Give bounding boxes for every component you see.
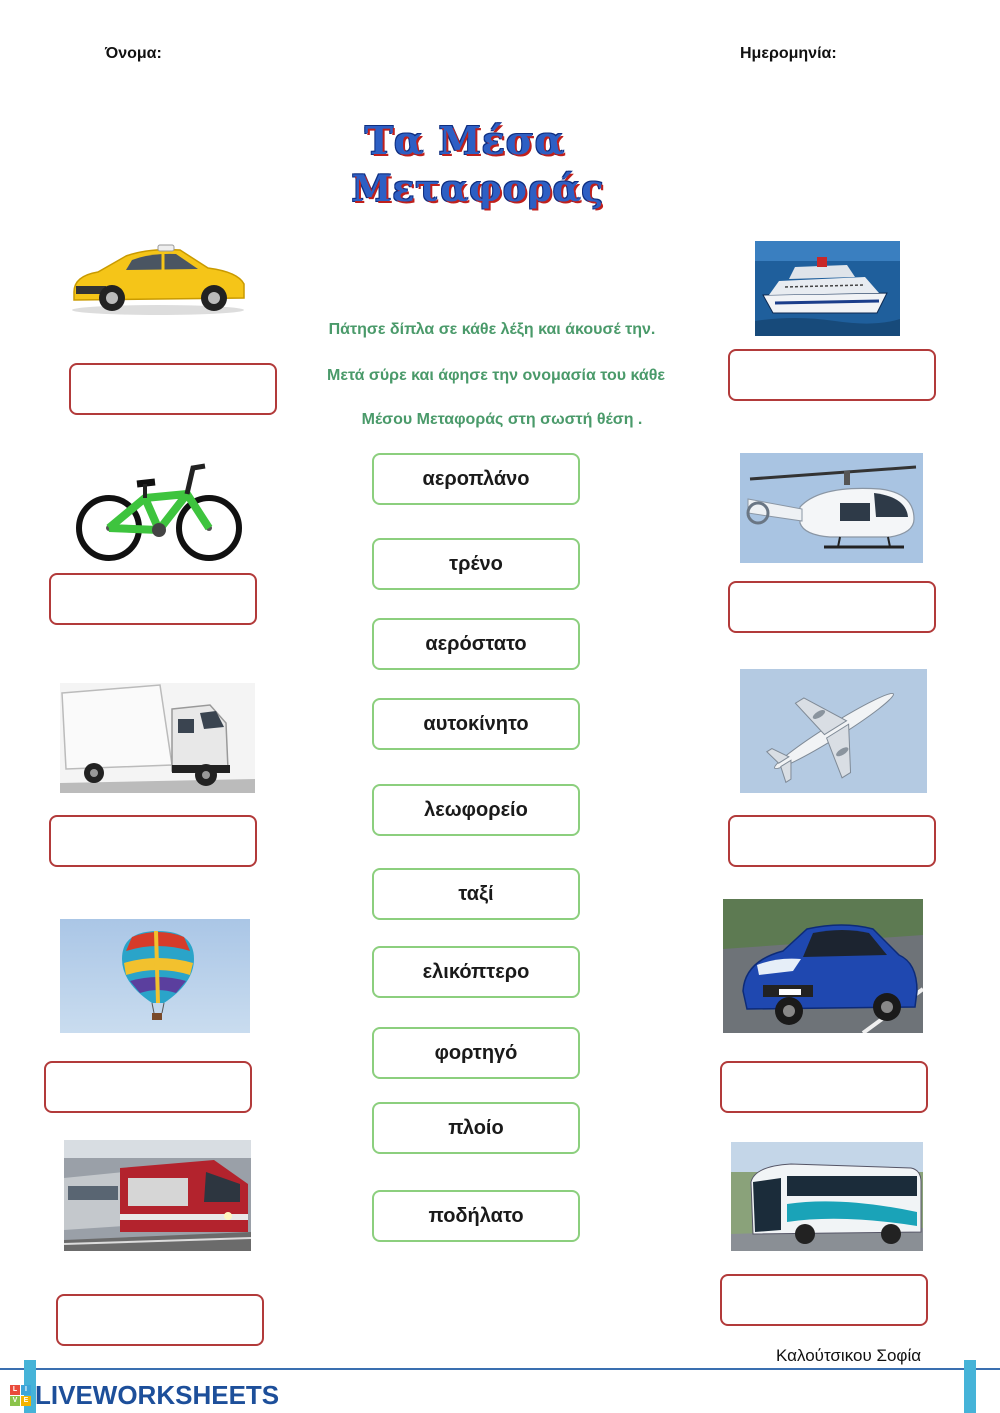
drop-zone-airplane[interactable]	[728, 815, 936, 867]
bus-icon	[731, 1142, 923, 1251]
ship-icon	[755, 241, 900, 336]
word-tile-airplane[interactable]: αεροπλάνο	[372, 453, 580, 505]
taxi-icon	[68, 240, 248, 316]
page-title-line-1: Τα Μέσα	[364, 118, 566, 163]
bus-image	[731, 1142, 923, 1251]
helicopter-icon	[740, 453, 923, 563]
drop-zone-car[interactable]	[720, 1061, 928, 1113]
footer-divider	[0, 1368, 1000, 1370]
word-tile-train[interactable]: τρένο	[372, 538, 580, 590]
bicycle-image	[75, 458, 243, 564]
brand-name: LIVEWORKSHEETS	[35, 1380, 280, 1410]
drop-zone-train[interactable]	[56, 1294, 264, 1346]
drop-zone-taxi[interactable]	[69, 363, 277, 415]
bicycle-icon	[75, 458, 243, 564]
car-image	[723, 899, 923, 1033]
hot-air-balloon-icon	[60, 919, 250, 1033]
taxi-image	[68, 240, 248, 316]
word-tile-helicopter[interactable]: ελικόπτερο	[372, 946, 580, 998]
word-tile-hot-air-balloon[interactable]: αερόστατο	[372, 618, 580, 670]
train-image	[64, 1140, 251, 1251]
name-label: Όνομα:	[105, 45, 162, 62]
instruction-line-1: Πάτησε δίπλα σε κάθε λέξη και άκουσέ την.	[328, 321, 656, 338]
instruction-line-3: Μέσου Μεταφοράς στη σωστή θέση .	[361, 411, 643, 428]
word-tile-taxi[interactable]: ταξί	[372, 868, 580, 920]
author-credit: Καλούτσικου Σοφία	[776, 1346, 922, 1365]
truck-icon	[60, 683, 255, 793]
word-tile-car[interactable]: αυτοκίνητο	[372, 698, 580, 750]
drop-zone-truck[interactable]	[49, 815, 257, 867]
footer-tab-right	[964, 1360, 976, 1413]
car-icon	[723, 899, 923, 1033]
liveworksheets-logo-icon: L I V E	[10, 1385, 31, 1406]
instruction-line-2: Μετά σύρε και άφησε την ονομασία του κάθε	[327, 367, 665, 384]
airplane-image	[740, 669, 927, 793]
helicopter-image	[740, 453, 923, 563]
date-label: Ημερομηνία:	[740, 45, 837, 62]
page-title-line-2: Μεταφοράς	[351, 168, 605, 210]
truck-image	[60, 683, 255, 793]
word-tile-truck[interactable]: φορτηγό	[372, 1027, 580, 1079]
drop-zone-hot-air-balloon[interactable]	[44, 1061, 252, 1113]
drop-zone-helicopter[interactable]	[728, 581, 936, 633]
liveworksheets-brand[interactable]	[10, 1380, 279, 1411]
word-tile-bicycle[interactable]: ποδήλατο	[372, 1190, 580, 1242]
word-tile-bus[interactable]: λεωφορείο	[372, 784, 580, 836]
train-icon	[64, 1140, 251, 1251]
drop-zone-bus[interactable]	[720, 1274, 928, 1326]
word-tile-ship[interactable]: πλοίο	[372, 1102, 580, 1154]
ship-image	[755, 241, 900, 336]
drop-zone-ship[interactable]	[728, 349, 936, 401]
drop-zone-bicycle[interactable]	[49, 573, 257, 625]
airplane-icon	[740, 669, 927, 793]
hot-air-balloon-image	[60, 919, 250, 1033]
